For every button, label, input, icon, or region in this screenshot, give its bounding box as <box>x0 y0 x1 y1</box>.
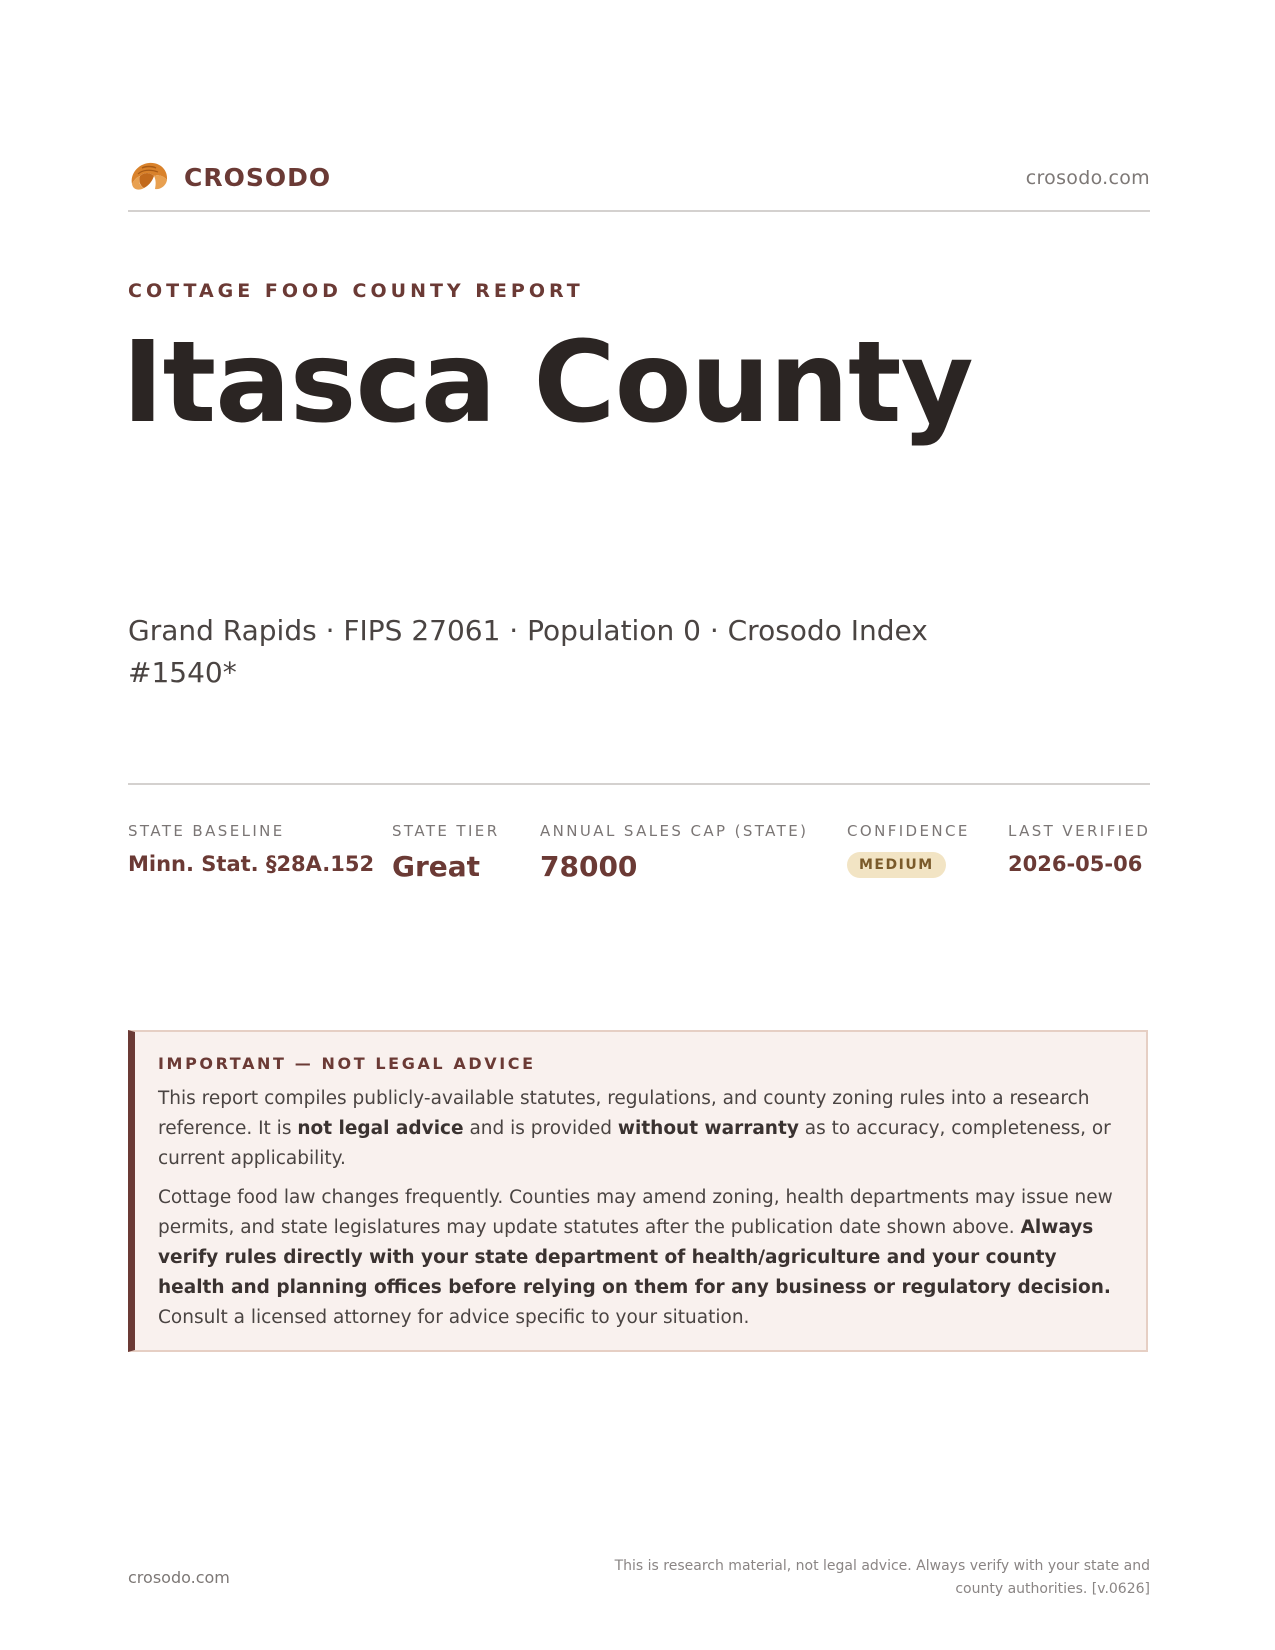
county-subline: Grand Rapids · FIPS 27061 · Population 0 · Crosodo Index #1540* <box>128 614 928 689</box>
stat-label: ANNUAL SALES CAP (STATE) <box>540 822 809 840</box>
stat-label: STATE BASELINE <box>128 822 285 840</box>
report-eyebrow: COTTAGE FOOD COUNTY REPORT <box>128 280 584 302</box>
brand[interactable] <box>128 158 331 196</box>
stat-value: 2026-05-06 <box>1008 852 1143 876</box>
header-site-url[interactable]: crosodo.com <box>1025 167 1150 189</box>
footer-disclaimer: This is research material, not legal advice. Always verify with your state and county authorities. [v.0626] <box>614 1558 1150 1597</box>
notice-text: Cottage food law changes frequently. Counties may amend zoning, health departments may issue new permits, and state legislatures may update statutes after the publication date shown above. <box>158 1187 1113 1238</box>
notice-text: and is provided <box>463 1118 618 1139</box>
notice-emphasis: not legal advice <box>297 1118 464 1139</box>
croissant-icon <box>128 158 170 196</box>
stat-last-verified <box>1008 822 1150 876</box>
footer-site-url[interactable]: crosodo.com <box>128 1568 230 1587</box>
stat-label: STATE TIER <box>392 822 500 840</box>
brand-name: CROSODO <box>184 162 332 192</box>
notice-emphasis: Always verify rules directly with your state department of health/agriculture and your county health and planning offices before relying on them for any business or regulatory decision. <box>158 1217 1111 1298</box>
confidence-badge: MEDIUM <box>847 852 946 878</box>
page-header <box>128 158 1150 212</box>
stat-value: 78000 <box>540 850 638 883</box>
stat-label: LAST VERIFIED <box>1008 822 1151 840</box>
stat-state-baseline <box>128 822 374 876</box>
stat-sales-cap <box>540 822 808 883</box>
notice-paragraph <box>158 1084 1118 1174</box>
notice-text: This report compiles publicly-available statutes, regulations, and county zoning rules into a research reference. It is <box>158 1088 1090 1139</box>
page-title: Itasca County <box>122 318 973 448</box>
stats-row <box>128 822 1150 892</box>
notice-paragraph <box>158 1183 1118 1333</box>
stat-label: CONFIDENCE <box>847 822 970 840</box>
notice-text: Consult a licensed attorney for advice specific to your situation. <box>158 1307 750 1328</box>
notice-text: as to accuracy, completeness, or current applicability. <box>158 1118 1111 1169</box>
stat-confidence <box>847 822 970 878</box>
stat-state-tier <box>392 822 500 883</box>
notice-body <box>158 1084 1118 1342</box>
legal-notice <box>128 1030 1148 1352</box>
divider <box>128 783 1150 785</box>
notice-emphasis: without warranty <box>617 1118 799 1139</box>
stat-value: Minn. Stat. §28A.152 <box>128 852 375 876</box>
notice-title: IMPORTANT — NOT LEGAL ADVICE <box>158 1054 536 1073</box>
stat-value: Great <box>392 850 481 883</box>
